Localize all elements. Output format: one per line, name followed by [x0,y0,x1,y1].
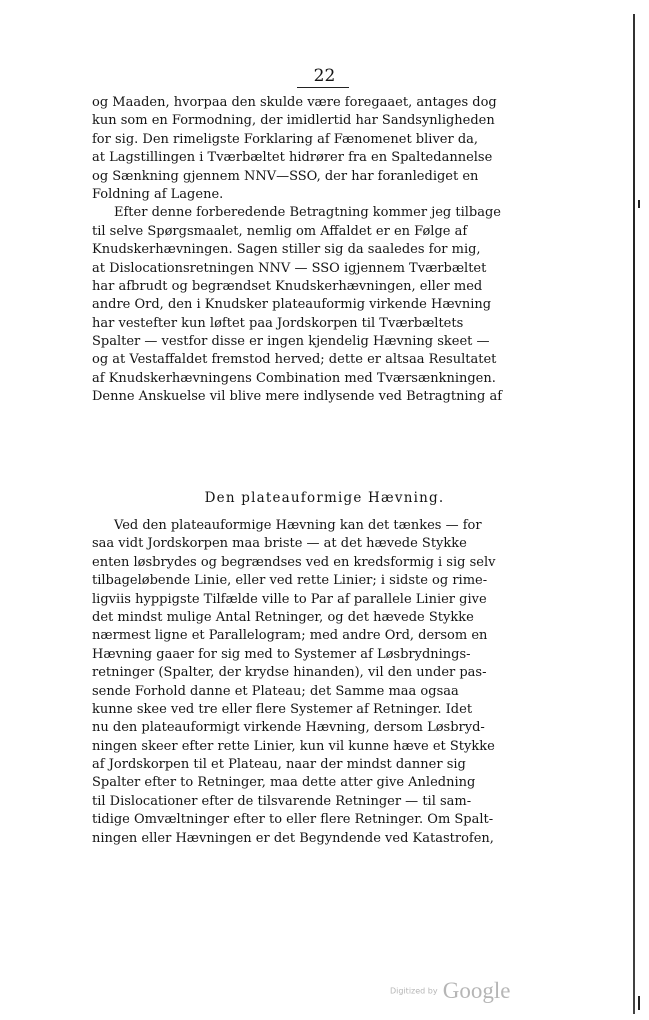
text-line: af Jordskorpen til et Plateau, naar der mindst danner sig [92,757,466,773]
text-line: retninger (Spalter, der krydse hinanden), vil den under pas- [92,665,487,681]
text-line: kun som en Formodning, der imidlertid har Sandsynligheden [92,113,495,129]
text-line: nærmest ligne et Parallelogram; med andre Ord, dersom en [92,628,488,644]
text-line: Foldning af Lagene. [92,186,224,202]
watermark-prefix: Digitized by [390,986,438,996]
text-line: Ved den plateauformige Hævning kan det tænkes — for [114,518,482,533]
text-line: enten løsbrydes og begrændses ved en kredsformig i sig selv [92,554,496,570]
text-line: saa vidt Jordskorpen maa briste — at det hævede Stykke [92,536,467,552]
text-line: Efter denne forberedende Betragtning kommer jeg tilbage [114,205,502,221]
page-edge-tick [638,996,640,1010]
text-line: til selve Spørgsmaalet, nemlig om Affaldet er en Følge af [92,223,468,239]
paragraph [92,204,556,406]
text-line: det mindst mulige Antal Retninger, og det hævede Stykke [92,609,474,625]
text-line: har afbrudt og begrændset Knudskerhævningen, eller med [92,278,483,294]
text-line: og Maaden, hvorpaa den skulde være foregaaet, antages dog [92,95,497,110]
text-line: til Dislocationer efter de tilsvarende Retninger — til sam- [92,793,472,809]
text-line: at Lagstillingen i Tværbæltet hidrører fra en Spaltedannelse [92,150,493,166]
text-line: Spalter efter to Retninger, maa dette atter give Anledning [92,775,476,791]
page-number: 22 [313,66,336,86]
text-line: Knudskerhævningen. Sagen stiller sig da saaledes for mig, [92,242,481,258]
text-line: nu den plateauformigt virkende Hævning, dersom Løsbryd- [92,720,485,736]
page-edge-tick [638,200,640,208]
text-line: sende Forhold danne et Plateau; det Samme maa ogsaa [92,683,459,699]
body-text-upper [92,94,556,407]
body-text-lower [92,517,556,848]
text-line: at Dislocationsretningen NNV — SSO igjennem Tværbæltet [92,260,487,276]
text-line: Hævning gaaer for sig med to Systemer af Løsbrydnings- [92,646,471,662]
paragraph [92,94,556,204]
text-line: ligviis hyppigste Tilfælde ville to Par af parallele Linier give [92,591,487,607]
text-line: har vestefter kun løftet paa Jordskorpen til Tværbæltets [92,315,464,331]
page-edge-line [633,14,635,1014]
header-rule [297,87,349,88]
text-line: andre Ord, den i Knudsker plateauformig virkende Hævning [92,297,492,313]
digitized-watermark [390,978,510,1004]
text-line: tidige Omvæltninger efter to eller flere Retninger. Om Spalt- [92,812,494,828]
text-line: for sig. Den rimeligste Forklaring af Fænomenet bliver da, [92,131,479,147]
text-line: kunne skee ved tre eller flere Systemer af Retninger. Idet [92,701,473,717]
text-line: og Sænkning gjennem NNV—SSO, der har foranlediget en [92,168,479,184]
text-line: tilbageløbende Linie, eller ved rette Linier; i sidste og rime- [92,573,488,589]
section-heading: Den plateauformige Hævning. [204,490,445,506]
text-line: Spalter — vestfor disse er ingen kjendelig Hævning skeet — [92,334,490,350]
text-line: Denne Anskuelse vil blive mere indlysende ved Betragtning af [92,389,503,405]
text-line: og at Vestaffaldet fremstod herved; dette er altsaa Resultatet [92,352,497,368]
paragraph [92,517,556,848]
text-line: ningen skeer efter rette Linier, kun vil kunne hæve et Stykke [92,738,495,754]
text-line: af Knudskerhævningens Combination med Tværsænkningen. [92,370,496,386]
google-logo: Google [442,978,511,1003]
text-line: ningen eller Hævningen er det Begyndende ved Katastrofen, [92,830,494,846]
